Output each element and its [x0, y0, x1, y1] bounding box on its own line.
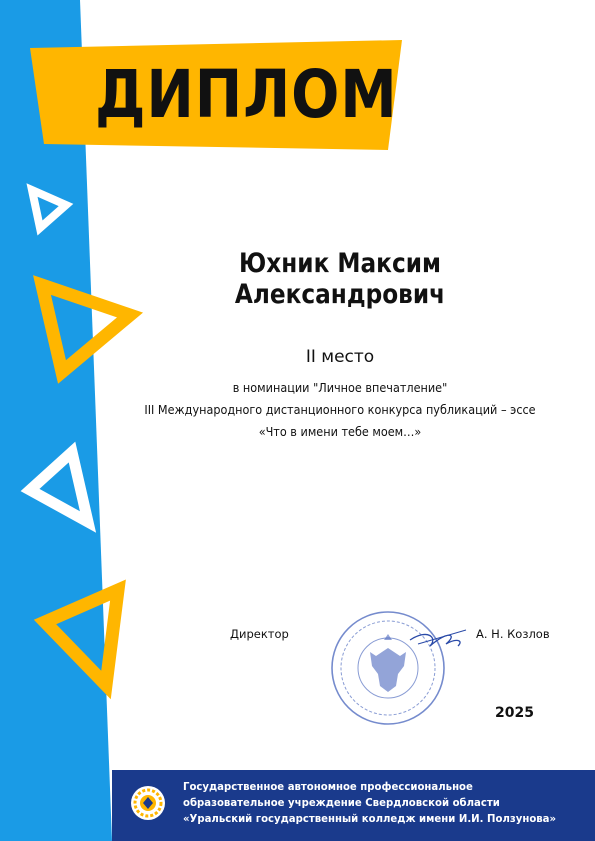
- contest-text: III Международного дистанционного конкурса публикаций – эссе: [144, 402, 536, 417]
- award-place: II место: [305, 347, 375, 367]
- footer-line-2: образовательное учреждение Свердловской области: [183, 796, 500, 809]
- diploma-title: ДИПЛОМ: [95, 56, 398, 133]
- signature-name: А. Н. Козлов: [476, 627, 550, 641]
- theme-text: «Что в имени тебе моем…»: [258, 424, 422, 439]
- recipient-name: Юхник Максим Александрович: [234, 248, 446, 310]
- footer-line-1: Государственное автономное профессиональное: [183, 780, 473, 793]
- signature-role: Директор: [230, 627, 289, 641]
- document-year: 2025: [495, 705, 534, 721]
- footer-line-3: «Уральский государственный колледж имени И.И. Ползунова»: [183, 812, 557, 825]
- college-logo-icon: [128, 783, 168, 823]
- stamp-seal-icon: [318, 610, 468, 730]
- nomination-text: в номинации "Личное впечатление": [232, 380, 448, 395]
